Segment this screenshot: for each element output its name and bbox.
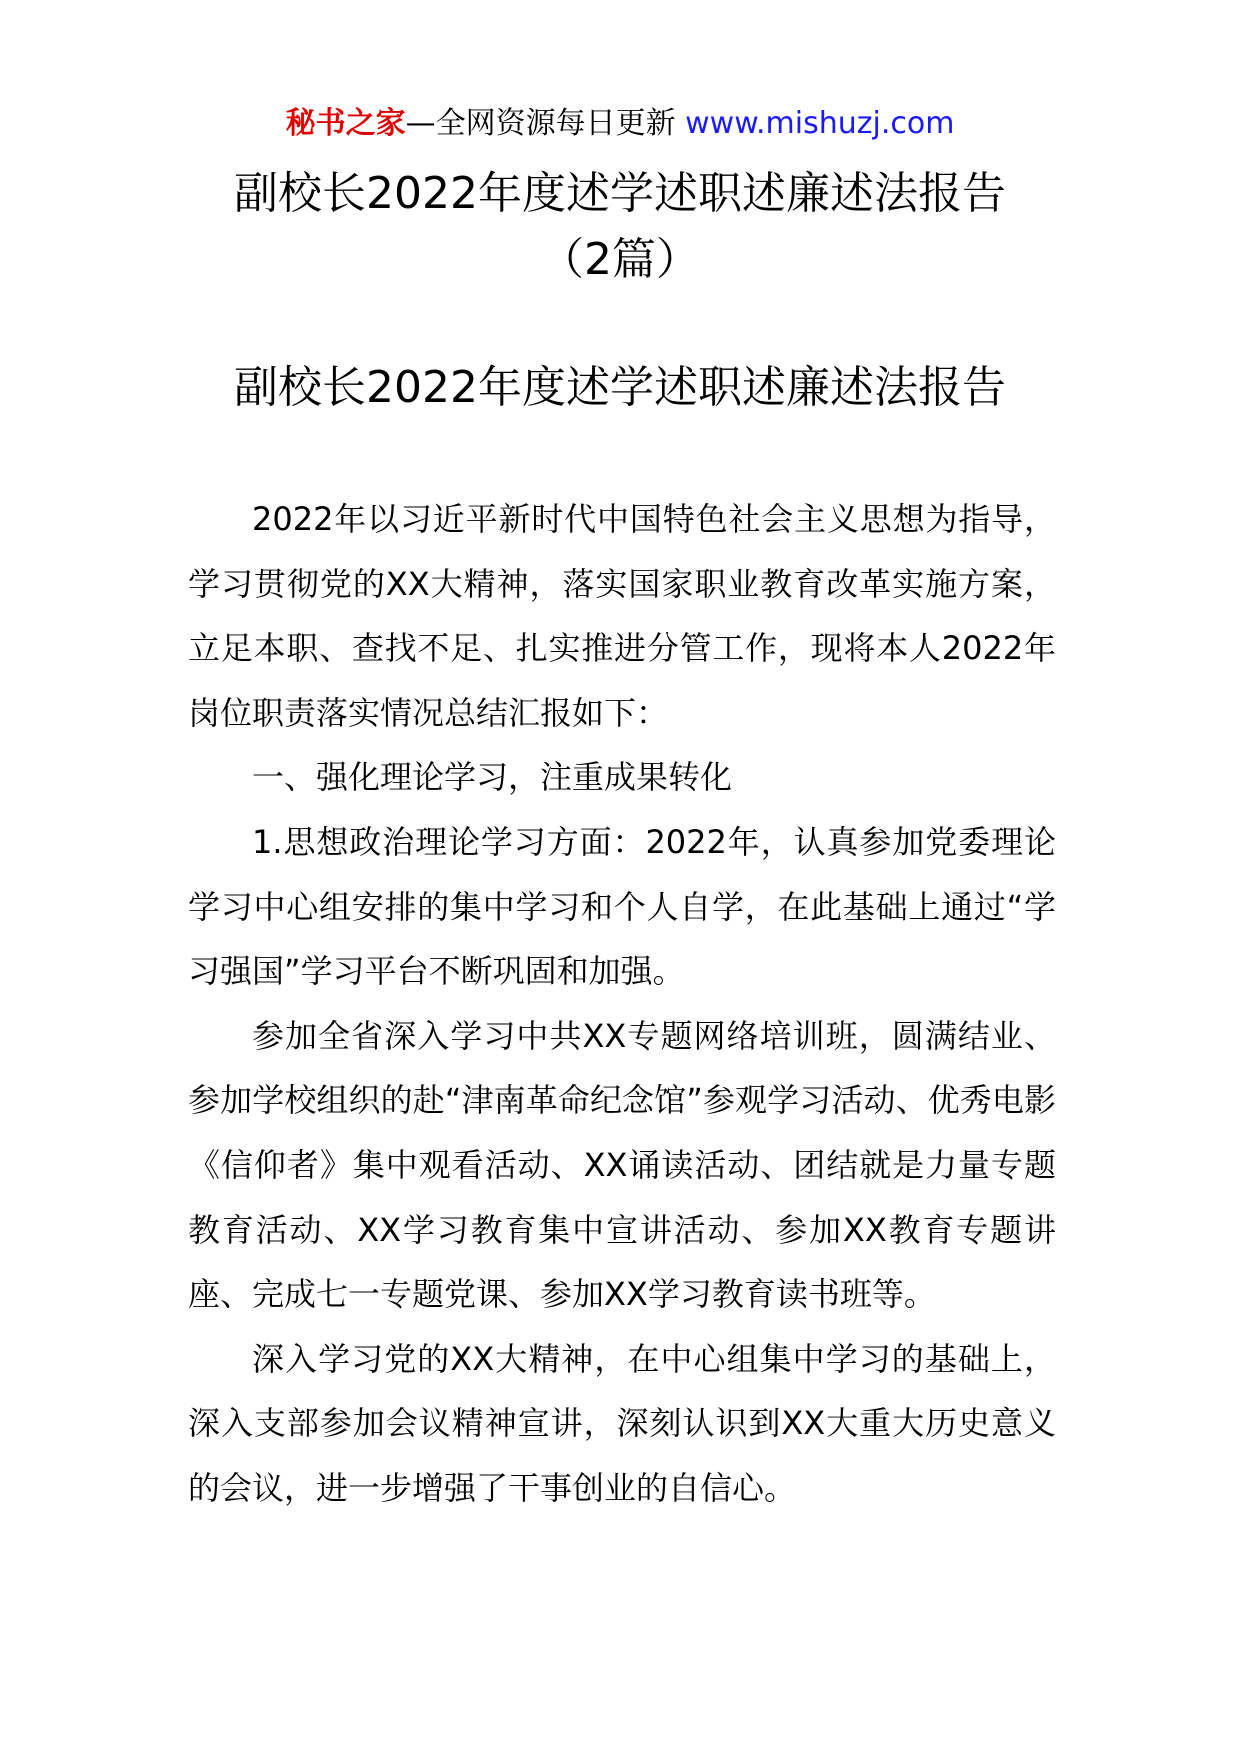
brand-name: 秘书之家 <box>285 106 406 141</box>
body-paragraph: 2022年以习近平新时代中国特色社会主义思想为指导，学习贯彻党的XX大精神，落实国家职业教育改革实施方案，立足本职、查找不足、扎实推进分管工作，现将本人2022年岗位职责落实情况总结汇报如下： <box>188 500 1056 732</box>
document-title-line1: 副校长2022年度述学述职述廉述法报告 <box>234 168 1006 219</box>
section-title: 副校长2022年度述学述职述廉述法报告 <box>234 362 1006 413</box>
site-header <box>0 102 1240 146</box>
body-paragraph: 深入学习党的XX大精神，在中心组集中学习的基础上，深入支部参加会议精神宣讲，深刻认识到XX大重大历史意义的会议，进一步增强了干事创业的自信心。 <box>188 1339 1056 1507</box>
header-tagline: —全网资源每日更新 <box>405 106 686 141</box>
site-url-link[interactable]: www.mishuzj.com <box>685 106 955 141</box>
body-paragraph: 参加全省深入学习中共XX专题网络培训班，圆满结业、参加学校组织的赴“津南革命纪念馆”参观学习活动、优秀电影《信仰者》集中观看活动、XX诵读活动、团结就是力量专题教育活动、XX学习教育集中宣讲活动、参加XX教育专题讲座、完成七一专题党课、参加XX学习教育读书班等。 <box>188 1016 1056 1314</box>
document-body <box>188 487 1056 1521</box>
section-heading: 一、强化理论学习，注重成果转化 <box>252 758 733 797</box>
document-title-line2: （2篇） <box>540 234 700 285</box>
body-paragraph: 1.思想政治理论学习方面：2022年，认真参加党委理论学习中心组安排的集中学习和个人自学，在此基础上通过“学习强国”学习平台不断巩固和加强。 <box>188 822 1056 991</box>
